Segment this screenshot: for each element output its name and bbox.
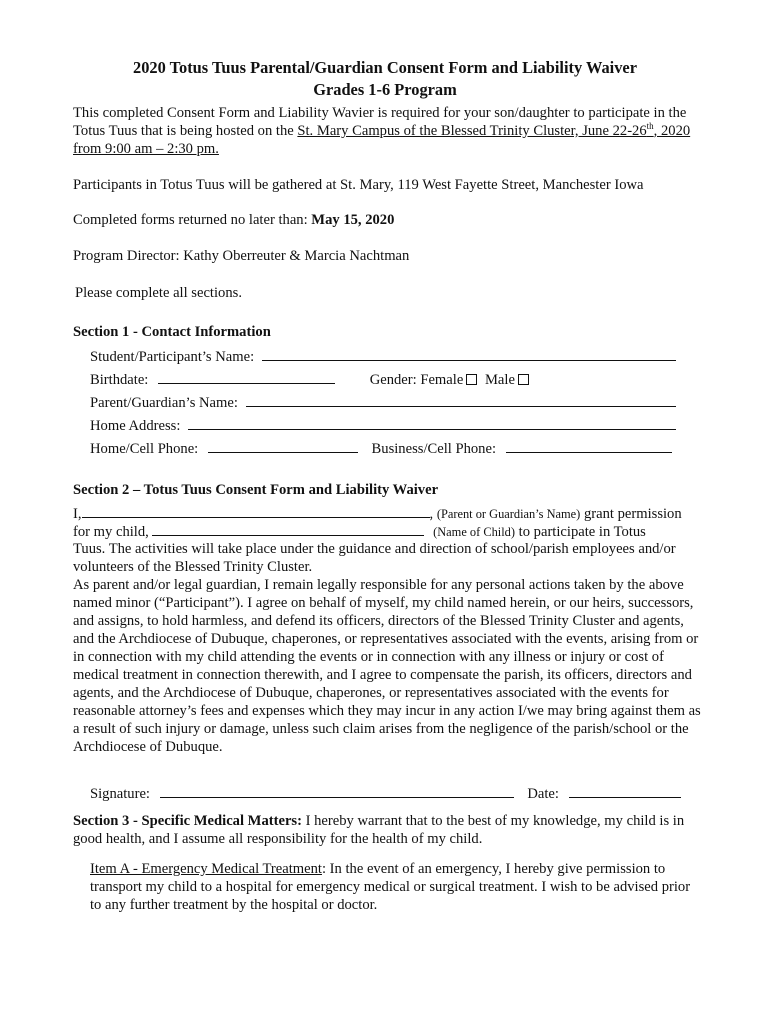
parent-name-field[interactable] [246, 393, 676, 407]
business-phone-label: Business/Cell Phone: [371, 441, 497, 457]
child-name-field[interactable] [152, 522, 424, 536]
home-address-row [90, 416, 676, 435]
section2-heading: Section 2 – Totus Tuus Consent Form and Liability Waiver [73, 482, 439, 498]
home-phone-field[interactable] [208, 439, 358, 453]
form-subtitle: Grades 1-6 Program [313, 80, 457, 99]
birthdate-gender-row [90, 370, 529, 389]
birthdate-label: Birthdate: [90, 372, 149, 388]
phone-row [90, 439, 672, 458]
business-phone-field[interactable] [506, 439, 672, 453]
section1-heading: Section 1 - Contact Information [73, 324, 271, 340]
parent-guardian-name-field[interactable] [82, 504, 430, 518]
student-name-row [90, 347, 676, 366]
section3-heading: Section 3 - Specific Medical Matters: [73, 813, 302, 829]
parent-grant-line: I, , (Parent or Guardian’s Name) grant permission [73, 506, 682, 522]
child-name-line: for my child, (Name of Child) to participate in Totus [73, 524, 646, 540]
home-phone-label: Home/Cell Phone: [90, 441, 199, 457]
parent-name-label: Parent/Guardian’s Name: [90, 395, 238, 411]
male-label: Male [484, 372, 515, 388]
section3-paragraph: Section 3 - Specific Medical Matters: I hereby warrant that to the best of my knowledge, my child is in good health, and I assume all responsibility for the health of my child. [73, 813, 685, 847]
intro-text: This completed Consent Form and Liability Wavier is required for your son/daughter to participate in the Totus Tuus that is being hosted on the [73, 105, 687, 139]
form-title: 2020 Totus Tuus Parental/Guardian Consent Form and Liability Waiver [133, 58, 637, 77]
child-name-hint: (Name of Child) [433, 525, 516, 539]
home-address-label: Home Address: [90, 418, 181, 434]
student-name-label: Student/Participant’s Name: [90, 349, 255, 365]
student-name-field[interactable] [262, 347, 676, 361]
home-address-field[interactable] [188, 416, 676, 430]
male-checkbox[interactable] [518, 374, 529, 385]
activities-text: Tuus. The activities will take place under the guidance and direction of school/parish employees and/or volunteers of the Blessed Trinity Cluster. [73, 541, 676, 575]
birthdate-field[interactable] [158, 370, 335, 384]
female-checkbox[interactable] [466, 374, 477, 385]
signature-row [90, 784, 681, 803]
parent-name-row [90, 393, 676, 412]
program-director: Program Director: Kathy Oberreuter & Marcia Nachtman [73, 248, 410, 264]
item-a-heading: Item A - Emergency Medical Treatment [90, 861, 322, 877]
liability-waiver-text: As parent and/or legal guardian, I remain legally responsible for any personal actions taken by the above named minor (“Participant”). I agree on behalf of myself, my child named herein, or our heirs, successors, and assigns, to hold harmless, and defend its officers, directors of the Blessed Trinity Cluster and agents, and the Archdiocese of Dubuque, chaperones, or representatives associated with the events, arising from or in connection with my child attending the events or in connection with any illness or injury or cost of medical treatment in connection therewith, and I agree to compensate the parish, its officers, directors and agents, and the Archdiocese of Dubuque, chaperones, or representatives associated with the events for reasonable attorney’s fees and expenses which they may incur in any action I/we may bring against them as a result of such injury or damage, unless such claim arises from the negligence of the parish/school or the Archdiocese of Dubuque. [73, 577, 701, 755]
intro-paragraph [73, 104, 705, 158]
return-deadline: Completed forms returned no later than: May 15, 2020 [73, 212, 395, 228]
date-field[interactable] [569, 784, 681, 798]
return-date: May 15, 2020 [311, 212, 395, 228]
item-a-paragraph: Item A - Emergency Medical Treatment: In the event of an emergency, I hereby give permission to transport my child to a hospital for emergency medical or surgical treatment. I wish to be advised prior to any further treatment by the hospital or doctor. [90, 861, 691, 913]
gender-label: Gender: Female [369, 372, 464, 388]
signature-field[interactable] [160, 784, 514, 798]
gathering-location: Participants in Totus Tuus will be gathered at St. Mary, 119 West Fayette Street, Manchester Iowa [73, 177, 644, 193]
parent-name-hint: (Parent or Guardian’s Name) [436, 507, 581, 521]
intro-location-dates: St. Mary Campus of the Blessed Trinity Cluster, June 22-26th, 2020 from 9:00 am – 2:30 pm. [73, 121, 691, 157]
complete-instruction: Please complete all sections. [75, 285, 242, 301]
date-label: Date: [527, 786, 559, 802]
signature-label: Signature: [90, 786, 150, 802]
